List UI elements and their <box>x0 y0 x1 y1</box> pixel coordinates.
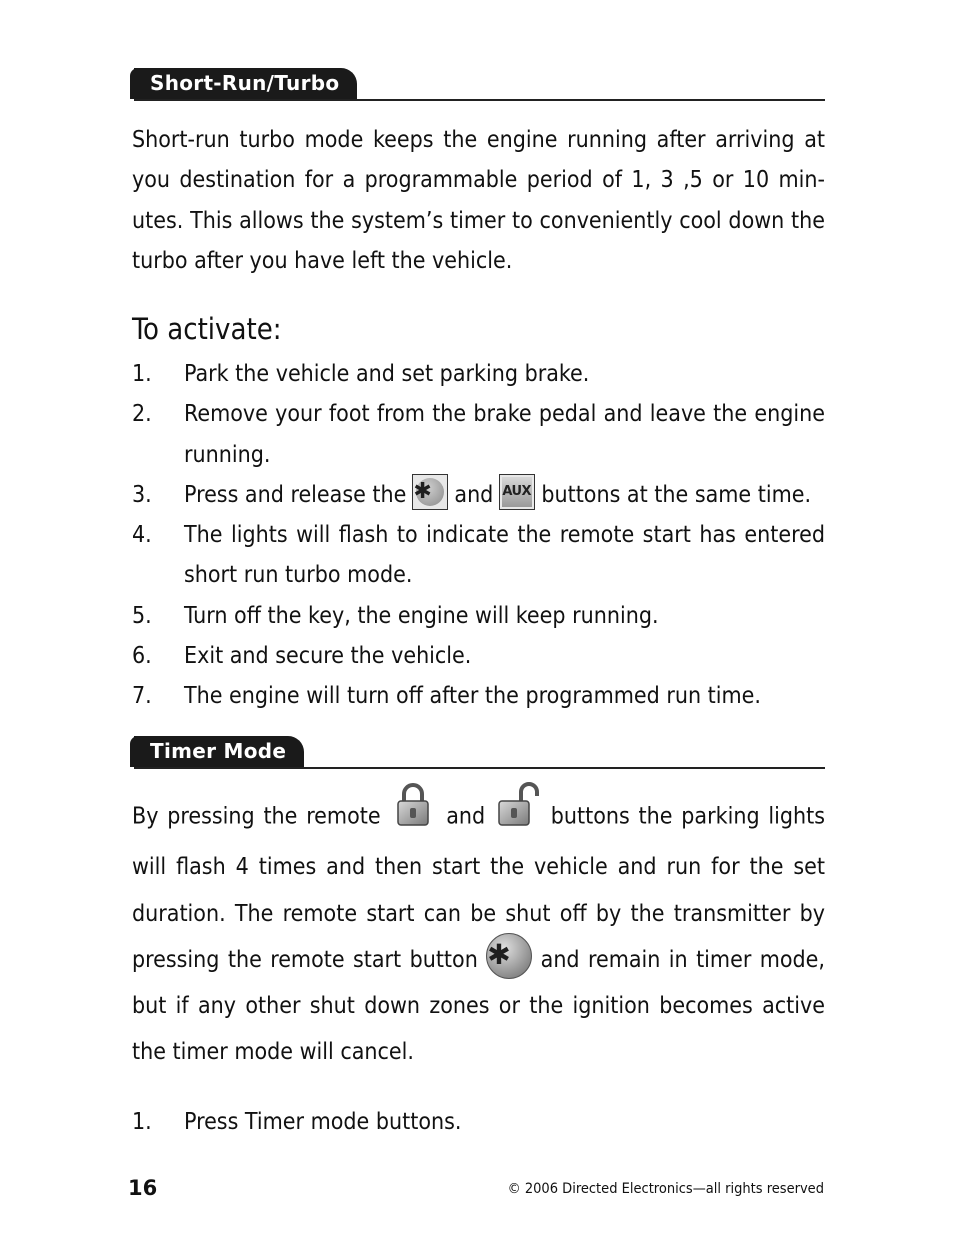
aux-button-icon: AUX <box>499 474 535 510</box>
list-item: 1. Park the vehicle and set parking brake. <box>132 361 590 387</box>
list-item: 2. Remove your foot from the brake pedal and leave the engine running. <box>132 401 825 468</box>
section-tab-timer-mode: Timer Mode <box>134 736 304 767</box>
activate-heading: To activate: <box>132 312 282 346</box>
list-item: 5. Turn off the key, the engine will keep running. <box>132 602 659 629</box>
activate-steps <box>132 354 825 717</box>
list-item: 7. The engine will turn off after the programmed run time. <box>132 683 761 710</box>
intro-paragraph: Short-run turbo mode keeps the engine running after arriving at you destination for a programmable period of 1, 3 ,5 or 10 min-utes. This allows the system’s timer to conveniently cool down the turbo after you have left the vehicle. <box>132 127 825 274</box>
list-item: 4. The lights will flash to indicate the remote start has entered short run turbo mode. <box>132 522 825 589</box>
timer-steps <box>132 1102 825 1142</box>
section-tab-short-run: Short-Run/Turbo <box>134 68 357 99</box>
timer-paragraph: By pressing the remote and buttons the parking lights will flash 4 times and then start the vehicle and run for the set duration. The remote start can be shut off by the transmitter by pressing the remote start button ✱ and remain in timer mode, but if any other shut down zones or the ignition becomes active the timer mode will cancel. <box>132 790 825 1076</box>
section-header-timer-mode <box>134 735 825 769</box>
asterisk-icon: ✱ <box>412 474 448 510</box>
lock-icon <box>389 780 437 844</box>
list-item: 3. Press and release the ✱ and AUX buttons at the same time. <box>132 475 825 515</box>
asterisk-icon: ✱ <box>486 933 532 979</box>
list-item: 6. Exit and secure the vehicle. <box>132 643 472 670</box>
page-number: 16 <box>128 1176 158 1200</box>
copyright-notice: © 2006 Directed Electronics—all rights reserved <box>507 1181 824 1197</box>
unlock-icon <box>494 780 542 844</box>
list-item: 1. Press Timer mode buttons. <box>132 1109 462 1135</box>
section-header-short-run <box>134 67 825 101</box>
